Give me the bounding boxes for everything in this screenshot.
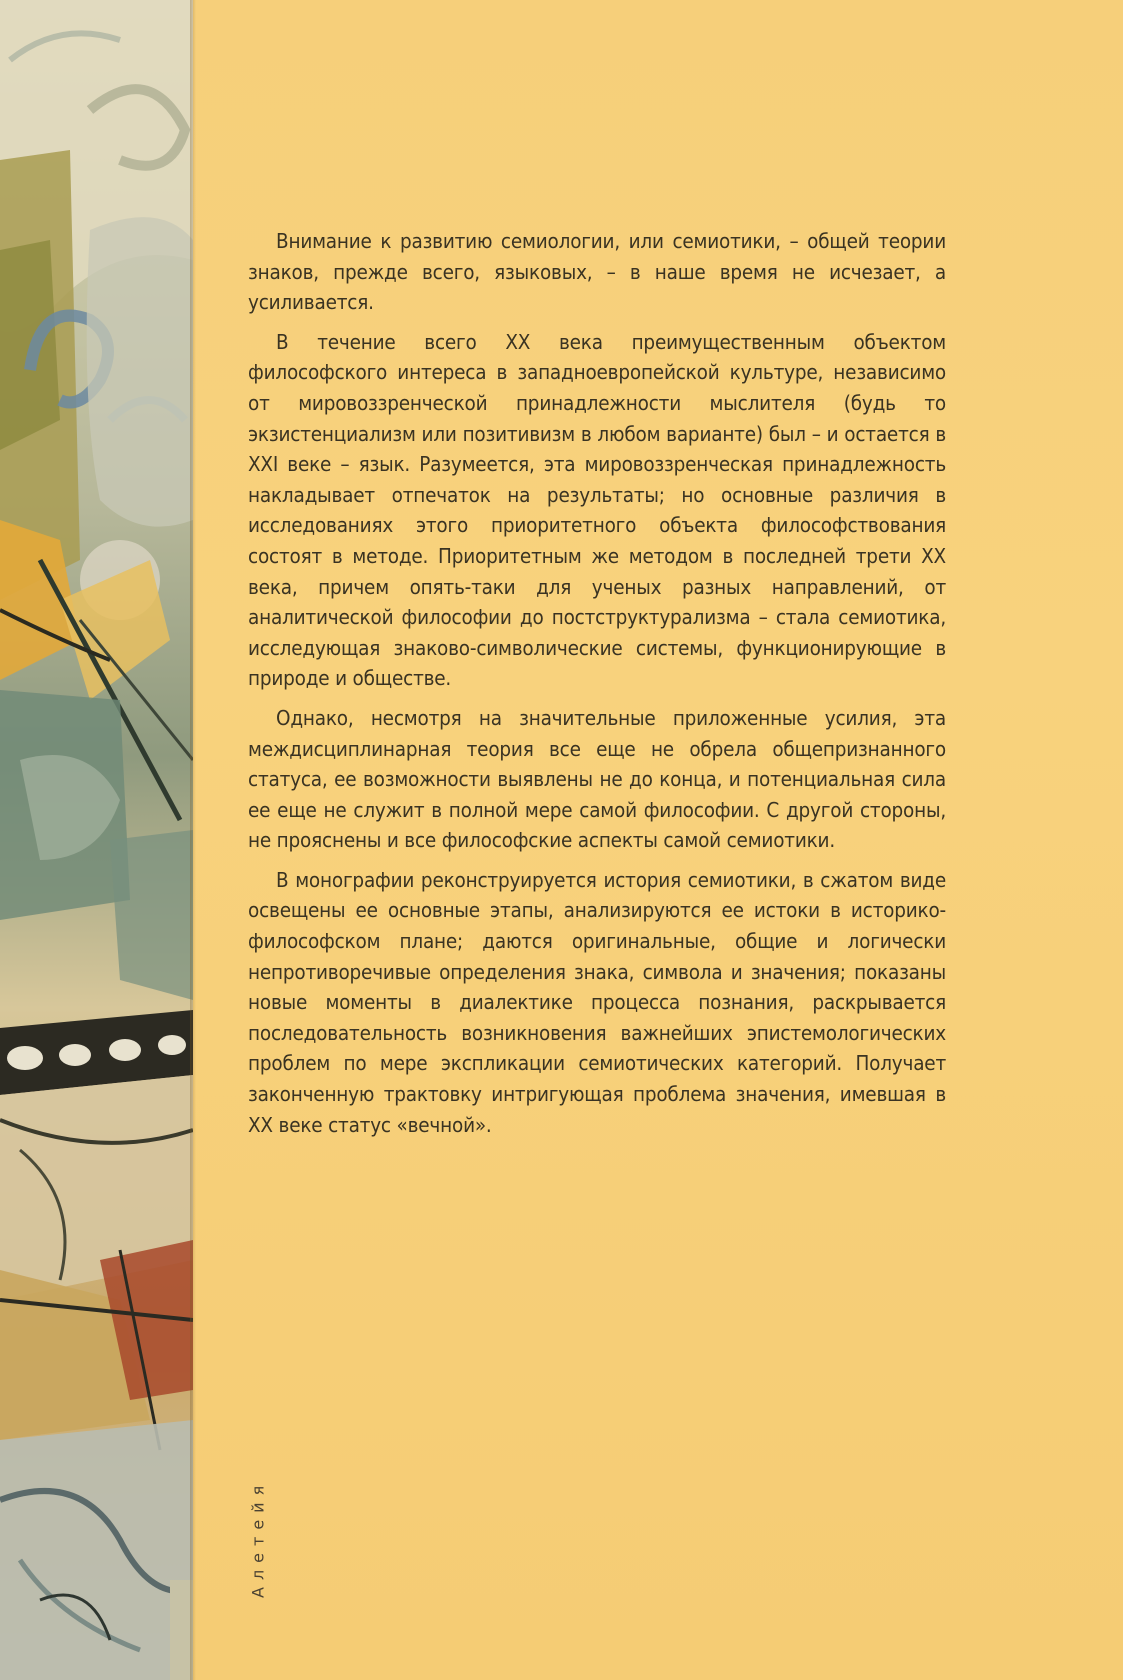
paragraph-1: Внимание к развитию семиологии, или семиотики, – общей теории знаков, прежде всего, языковых, – в наше время не исчезает, а усиливается.: [248, 229, 946, 315]
painting-strip: [0, 0, 193, 1680]
publisher-name: Алетейя: [248, 1478, 268, 1598]
paragraph-3: Однако, несмотря на значительные приложенные усилия, эта междисциплинарная теория все еще не обрела общепризнанного статуса, ее возможности выявлены не до конца, и потенциальная сила ее еще не служит в полной мере самой философии. С другой стороны, не прояснены и все философские аспекты самой семиотики.: [248, 705, 946, 853]
paragraph-4: В монографии реконструируется история семиотики, в сжатом виде освещены ее основные этапы, анализируются ее истоки в историко-философском плане; даются оригинальные, общие и логически непротиворечивые определения знака, символа и значения; показаны новые моменты в диалектике процесса познания, раскрывается последовательность возникновения важнейших эпистемологических проблем по мере экспликации семиотических категорий. Получает законченную трактовку интригующая проблема значения, имевшая в XX веке статус «вечной».: [248, 867, 946, 1137]
spine-shadow: [190, 0, 196, 1680]
painting-illustration: [0, 0, 193, 1680]
paragraph-2: В течение всего XX века преимущественным объектом философского интереса в западноевропейской культуре, независимо от мировоззренческой принадлежности мыслителя (будь то экзистенциализм или позитивизм в любом варианте) был – и остается в XXI веке – язык. Разумеется, эта мировоззренческая принадлежность накладывает отпечаток на результаты; но основные различия в исследованиях этого приоритетного объекта философствования состоят в методе. Приоритетным же методом в последней трети XX века, причем опять-таки для ученых разных направлений, от аналитической философии до постструктурализма – стала семиотика, исследующая знаково-символические системы, функционирующие в природе и обществе.: [248, 329, 946, 691]
annotation-text: [248, 226, 946, 1149]
